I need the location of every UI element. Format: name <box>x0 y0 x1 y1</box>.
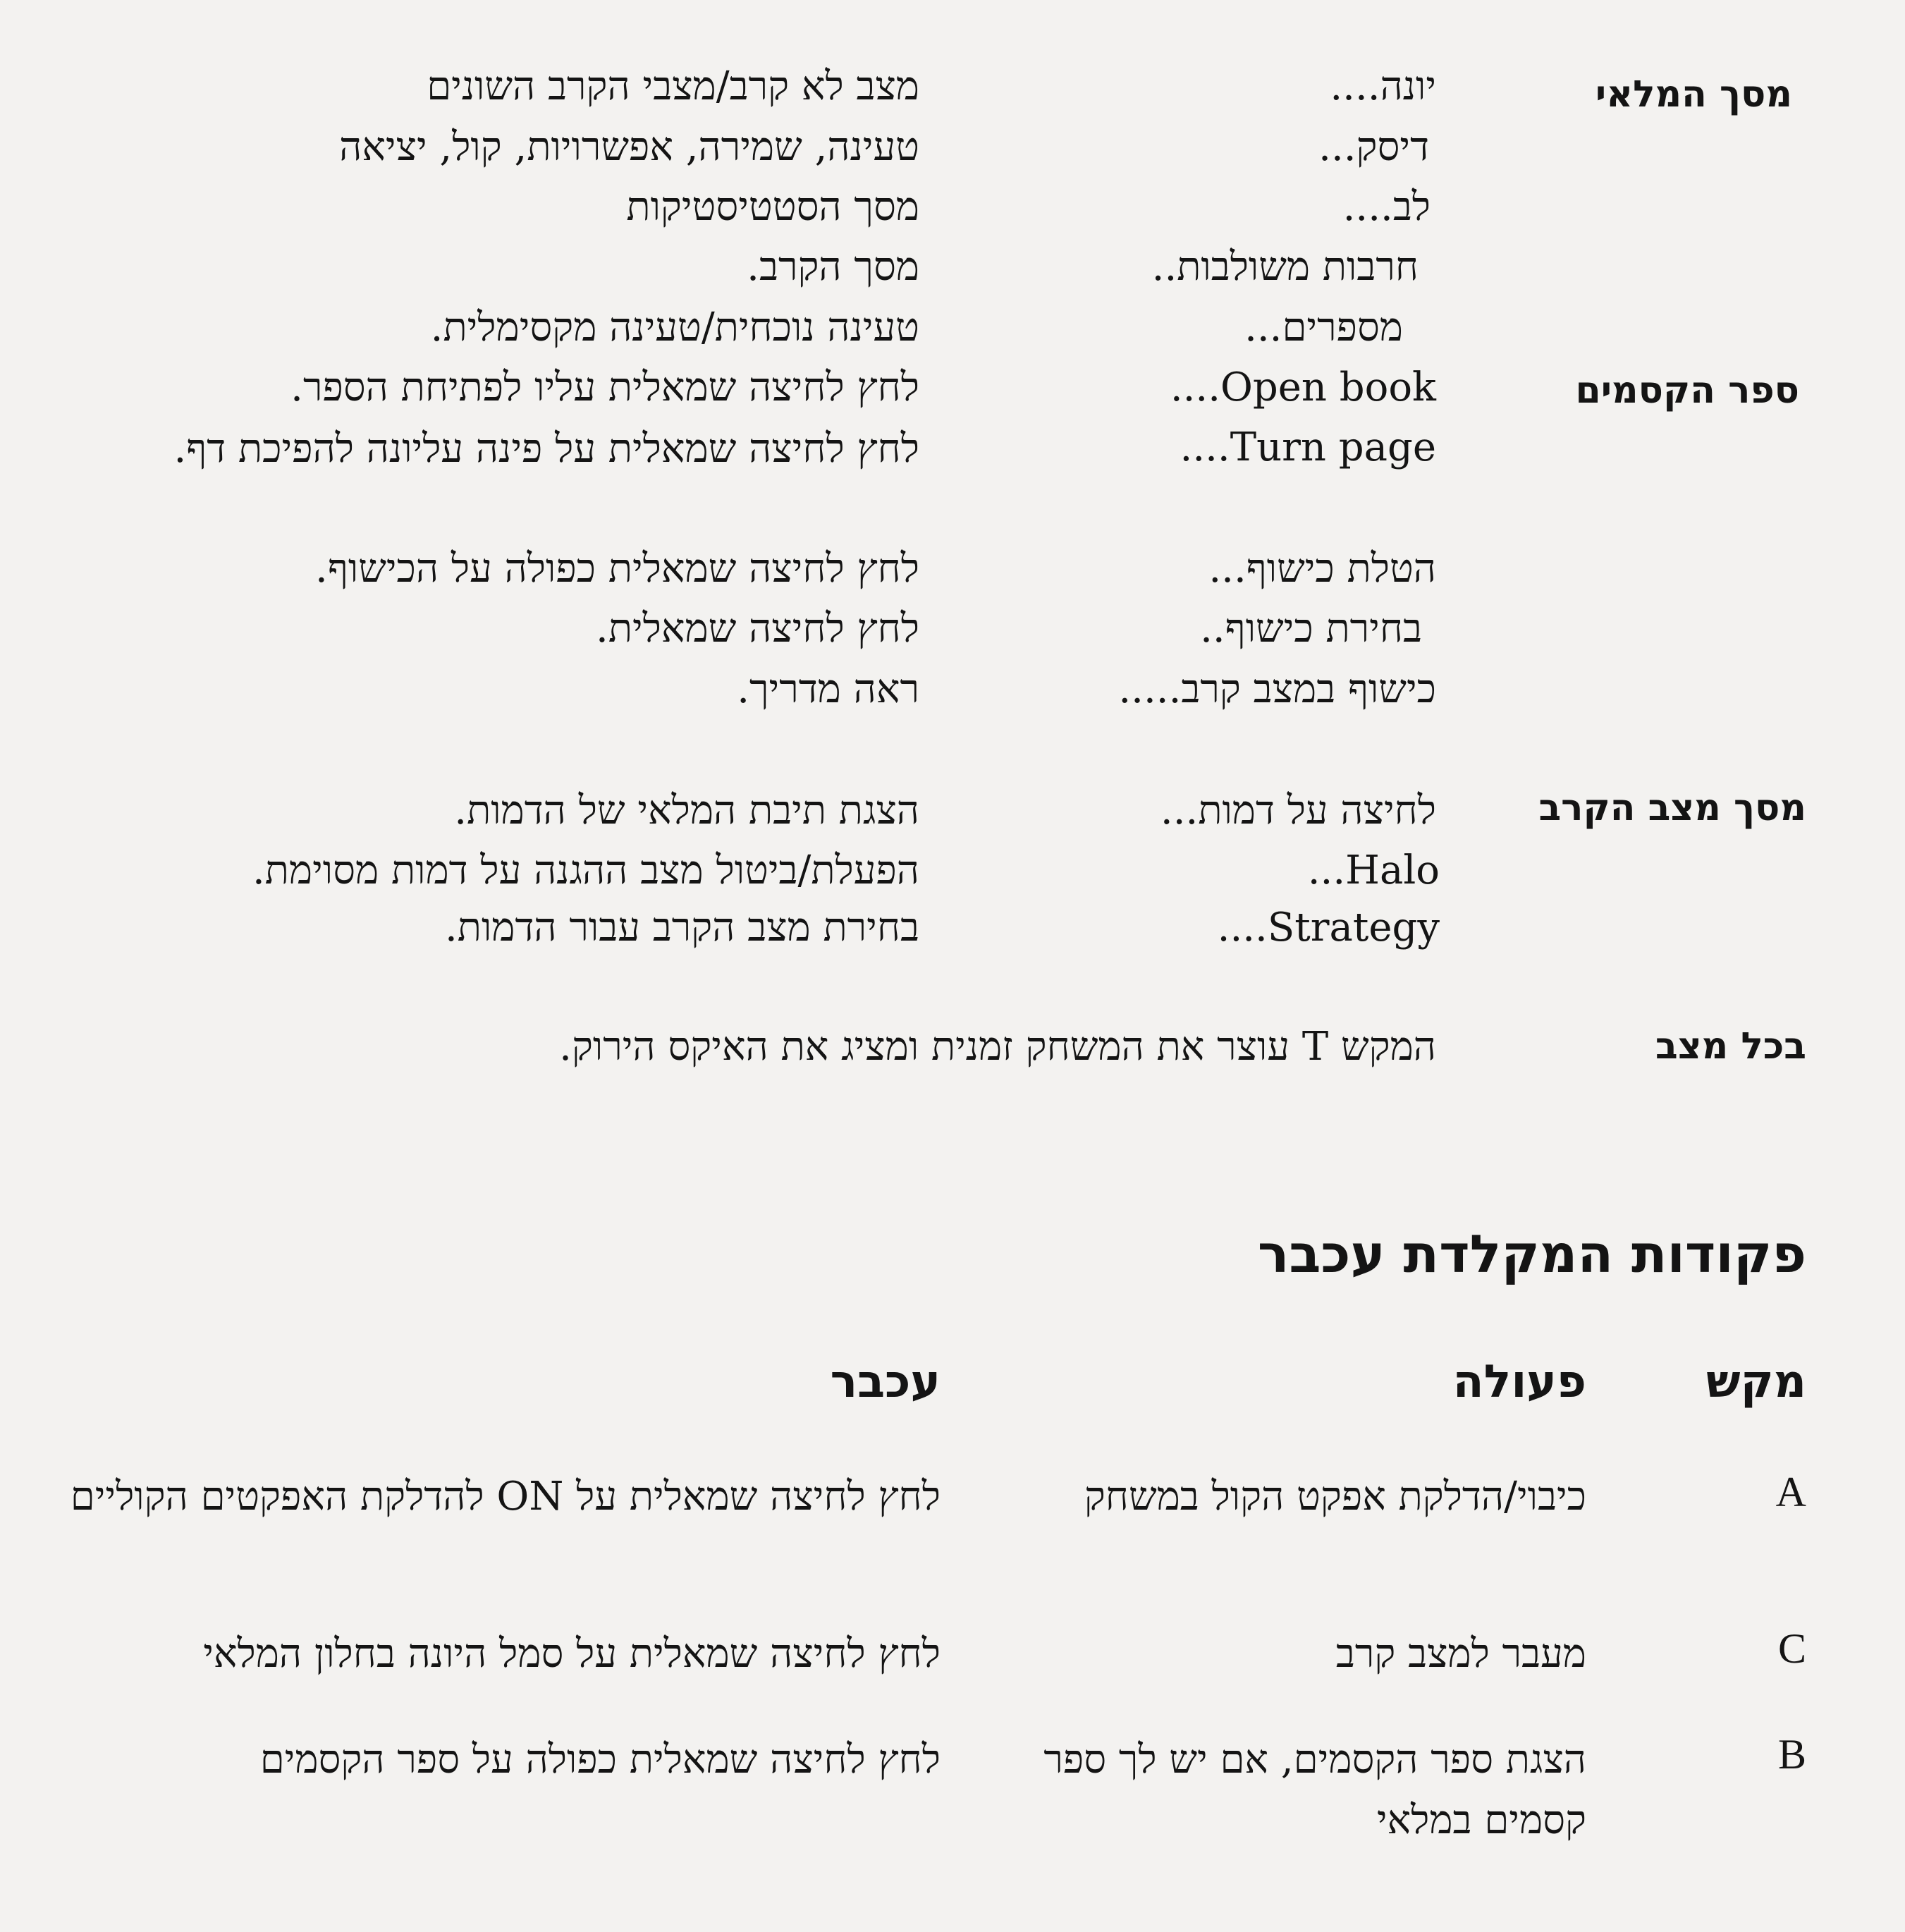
row-label: יונה.... <box>1330 63 1436 109</box>
row-description: לחץ לחיצה שמאלית כפולה על הכישוף. <box>315 546 919 592</box>
row-label: Strategy.... <box>1217 905 1440 950</box>
row-label: לב.... <box>1342 184 1431 230</box>
row-description: מסך הסטטיסטיקות <box>626 184 919 230</box>
row-description: לחץ לחיצה שמאלית. <box>596 606 919 652</box>
row-description: מסך הקרב. <box>747 244 919 290</box>
column-header-mouse: עכבר <box>830 1356 941 1408</box>
row-description: טעינה, שמירה, אפשרויות, קול, יציאה <box>339 124 919 170</box>
row-description: לחץ לחיצה שמאלית על פינה עליונה להפיכת דף. <box>173 426 919 472</box>
any-mode-text: המקש T עוצר את המשחק זמנית ומציג את האיקס הירוק. <box>559 1024 1436 1070</box>
row-label: בחירת כישוף.. <box>1200 606 1422 652</box>
mouse-cell: לחץ לחיצה שמאלית על סמל היונה בחלון המלאי <box>203 1631 941 1677</box>
section-title-any-mode: בכל מצב <box>1655 1025 1806 1068</box>
row-label: מספרים... <box>1244 305 1403 350</box>
row-label: Open book.... <box>1170 365 1436 410</box>
action-cell: הצגת ספר הקסמים, אם יש לך ספר קסמים במלאי <box>1043 1737 1586 1843</box>
action-cell: כיבוי/הדלקת אפקט הקול במשחק <box>1084 1474 1586 1520</box>
key-cell: B <box>1777 1731 1806 1778</box>
keyboard-heading: פקודות המקלדת עכבר <box>1257 1224 1806 1285</box>
section-title-inventory: מסך המלאי <box>1595 73 1792 116</box>
row-description: מצב לא קרב/מצבי הקרב השונים <box>427 63 919 109</box>
action-cell: מעבר למצב קרב <box>1335 1631 1586 1677</box>
column-header-key: מקש <box>1706 1356 1806 1408</box>
row-label: הטלת כישוף... <box>1208 546 1436 592</box>
section-title-spellbook: ספר הקסמים <box>1575 369 1799 412</box>
row-description: ראה מדריך. <box>737 666 919 712</box>
row-label: חרבות משולבות.. <box>1151 244 1419 290</box>
row-label: דיסק... <box>1318 124 1429 170</box>
row-description: לחץ לחיצה שמאלית עליו לפתיחת הספר. <box>290 365 919 410</box>
mouse-cell: לחץ לחיצה שמאלית כפולה על ספר הקסמים <box>259 1737 941 1783</box>
row-description: הצגת תיבת המלאי של הדמות. <box>454 788 919 833</box>
row-label: לחיצה על דמות... <box>1160 788 1436 833</box>
row-description: בחירת מצב הקרב עבור הדמות. <box>444 905 919 950</box>
row-description: הפעלת/ביטול מצב ההגנה על דמות מסוימת. <box>252 848 919 893</box>
column-header-action: פעולה <box>1452 1356 1586 1408</box>
section-title-combat: מסך מצב הקרב <box>1538 787 1806 829</box>
row-label: Turn page.... <box>1180 424 1436 470</box>
mouse-cell: לחץ לחיצה שמאלית על ON להדלקת האפקטים הקוליים <box>70 1474 941 1520</box>
key-cell: A <box>1775 1469 1806 1515</box>
row-label: Halo... <box>1307 848 1440 893</box>
row-label: כישוף במצב קרב..... <box>1118 666 1436 712</box>
key-cell: C <box>1777 1625 1806 1672</box>
row-description: טעינה נוכחית/טעינה מקסימלית. <box>430 305 919 350</box>
